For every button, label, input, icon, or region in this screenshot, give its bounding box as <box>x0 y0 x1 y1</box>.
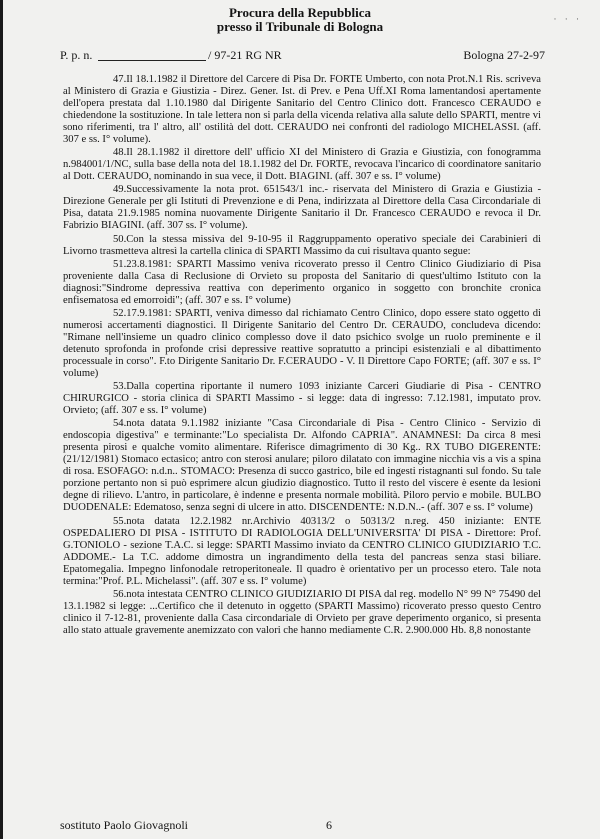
paragraph-53: 53.Dalla copertina riportante il numero 1093 iniziante Carceri Giudiarie di Pisa - CENTRO CHIRURGICO - storia clinica di SPARTI Massimo - si legge: data di ingresso: 7.12.1981, imputato prov. Orvieto; (aff. 307 e ss. I° volume) <box>63 381 541 417</box>
letterhead-court: presso il Tribunale di Bologna <box>216 19 384 34</box>
reference-line <box>60 48 545 64</box>
paragraph-51: 51.23.8.1981: SPARTI Massimo veniva ricoverato presso il Centro Clinico Giudiziario di Pisa proveniente dalla Casa di Reclusione di Orvieto su proposta del Sanitario di quest'ultimo Istituto con la diagnosi:"Sindrome depressiva reattiva con deperimento organico in soggetto con bronchite cronica enfisematosa ed emorroidi"; (aff. 307 e ss. I° volume) <box>63 258 541 306</box>
paragraph-54: 54.nota datata 9.1.1982 iniziante "Casa Circondariale di Pisa - Centro Clinico - Servizio di endoscopia digestiva" e terminante:"Lo specialista Dr. Alfondo CAPRIA". ANAMNESI: Da circa 8 mesi presenta pirosi e qualche vomito alimentare. Riferisce dimagrimento di 30 Kg.. RX TUBO DIGERENTE: (21/12/1981) Stomaco ectasico; antro con sterosi anulare; piloro dilatato con immagine nicchia vis a vis a spina di rosa. ESOFAGO: n.d.n.. STOMACO: Presenza di succo gastrico, bile ed ingesti ristagnanti sul fondo. Su tale porzione pertanto non si può esprimere alcun giudizio diagnostico. Tutto il resto del viscere è esente da lesioni degne di rilievo. L'antro, in particolare, è indenne e presenta normale mobilità. Piloro pervio e mobile. BULBO DUODENALE: Edematoso, senza segni di ulcere in atto. DISCENDENTE: N.D.N..- (aff. 307 e ss. I° volume) <box>63 418 541 514</box>
paragraph-52: 52.17.9.1981: SPARTI, veniva dimesso dal richiamato Centro Clinico, dopo essere stato oggetto di numerosi accertamenti diagnostici. Il Dirigente Sanitario del Centro Dr. CERAUDO, concludeva dicendo: "Rimane nell'insieme un quadro clinico complesso dove il dato psichico svolge un ruolo preminente e il detenuto sprofonda in profonde crisi depressive reattive sopratutto a principi esistenziali e al dibattimento processuale in corso". F.to Dirigente Sanitario Dr. F.CERAUDO - V. Il Direttore Capo FORTE; (aff. 307 e ss. I° volume) <box>63 307 541 379</box>
proceeding-number-suffix: / 97-21 RG NR <box>208 48 282 62</box>
paragraph-47: 47.Il 18.1.1982 il Direttore del Carcere di Pisa Dr. FORTE Umberto, con nota Prot.N.1 Ris. scriveva al Ministero di Grazia e Giustizia - Direz. Gener. Ist. di Prev. e Pena Uff.XI Roma lamentandosi apertamente dell'opera prestata dal 1.10.1980 dal Dirigente Sanitario del Centro Clinico dott. Francesco CERAUDO e chiedendone la sostituzione. In tale lettera non si parla della vicenda relativa alla salute dello SPARTI, mentre vi sono riferimenti, tra l' altro, all' ostilità del dott. CERAUDO nei confronti del radiologo MICHELASSI. (aff. 307 e ss. I° volume). <box>63 74 541 145</box>
paragraph-48: 48.Il 28.1.1982 il direttore dell' ufficio XI del Ministero di Grazia e Giustizia, con fonogramma n.984001/1/NC, sulla base della nota del 18.1.1982 del Dr. FORTE, revocava l'incarico di coordinatore sanitario al Dott. CERAUDO, nominando in sua vece, il Dott. BIAGINI. (aff. 307 e ss. I° volume) <box>63 147 541 183</box>
document-date: Bologna 27-2-97 <box>463 48 545 62</box>
paragraph-55: 55.nota datata 12.2.1982 nr.Archivio 40313/2 o 50313/2 n.reg. 450 iniziante: ENTE OSPEDALIERO DI PISA - ISTITUTO DI RADIOLOGIA DELL'UNIVERSITA' DI PISA - Direttore: Prof. G.TONIOLO - sezione T.A.C. si legge: SPARTI Massimo inviato da CENTRO CLINICO GIUDIZIARIO T.C. ADDOME.- La T.C. addome dimostra un ingrandimento della testa del pancreas senza stasi biliare. Epatomegalia. Impegno linfonodale retroperitoneale. Il quadro è orientativo per un processo etero. Tale nota termina:"Prof. P.L. Michelassi". (aff. 307 e ss. I° volume) <box>63 515 541 587</box>
paragraph-49: 49.Successivamente la nota prot. 651543/1 inc.- riservata del Ministero di Grazia e Giustizia - Direzione Generale per gli Istituti di Prevenzione e di Pena, indirizzata al Direttore della Casa Circondariale di Pisa, datata 21.9.1985 nomina nuovamente Dirigente Sanitario il Dr. Francesco CERAUDO e revoca il Dr. Fabrizio BIAGINI. (aff. 307 ss. I° volume). <box>63 184 541 232</box>
paragraph-50: 50.Con la stessa missiva del 9-10-95 il Raggruppamento operativo speciale dei Carabinieri di Livorno trasmetteva altresì la cartella clinica di SPARTI Massimo da cui risultava quanto segue: <box>63 233 541 257</box>
scan-edge <box>0 0 3 839</box>
letterhead-office: Procura della Repubblica <box>228 5 372 20</box>
signer-name: sostituto Paolo Giovagnoli <box>60 818 189 832</box>
proceeding-prefix: P. p. n. <box>60 48 93 62</box>
document-body <box>63 74 541 638</box>
scan-speckle: · · · <box>553 14 582 24</box>
paragraph-56: 56.nota intestata CENTRO CLINICO GIUDIZIARIO DI PISA dal reg. modello N° 99 N° 75490 del 13.1.1982 si legge: ...Certifico che il detenuto in oggetto (SPARTI Massimo) ricoverato presso questo Centro clinico il 7-12-81, proveniente dalla Casa circondariale di Orvieto per grave deperimento organico, si presenta allo stato attuale gravemente anemizzato con valori che hanno mediamente C.R. 2.900.000 Hb. 8,8 nonostante <box>63 588 541 636</box>
proceeding-number-blank <box>98 48 206 61</box>
page-number: 6 <box>326 818 332 832</box>
letterhead <box>0 6 600 34</box>
